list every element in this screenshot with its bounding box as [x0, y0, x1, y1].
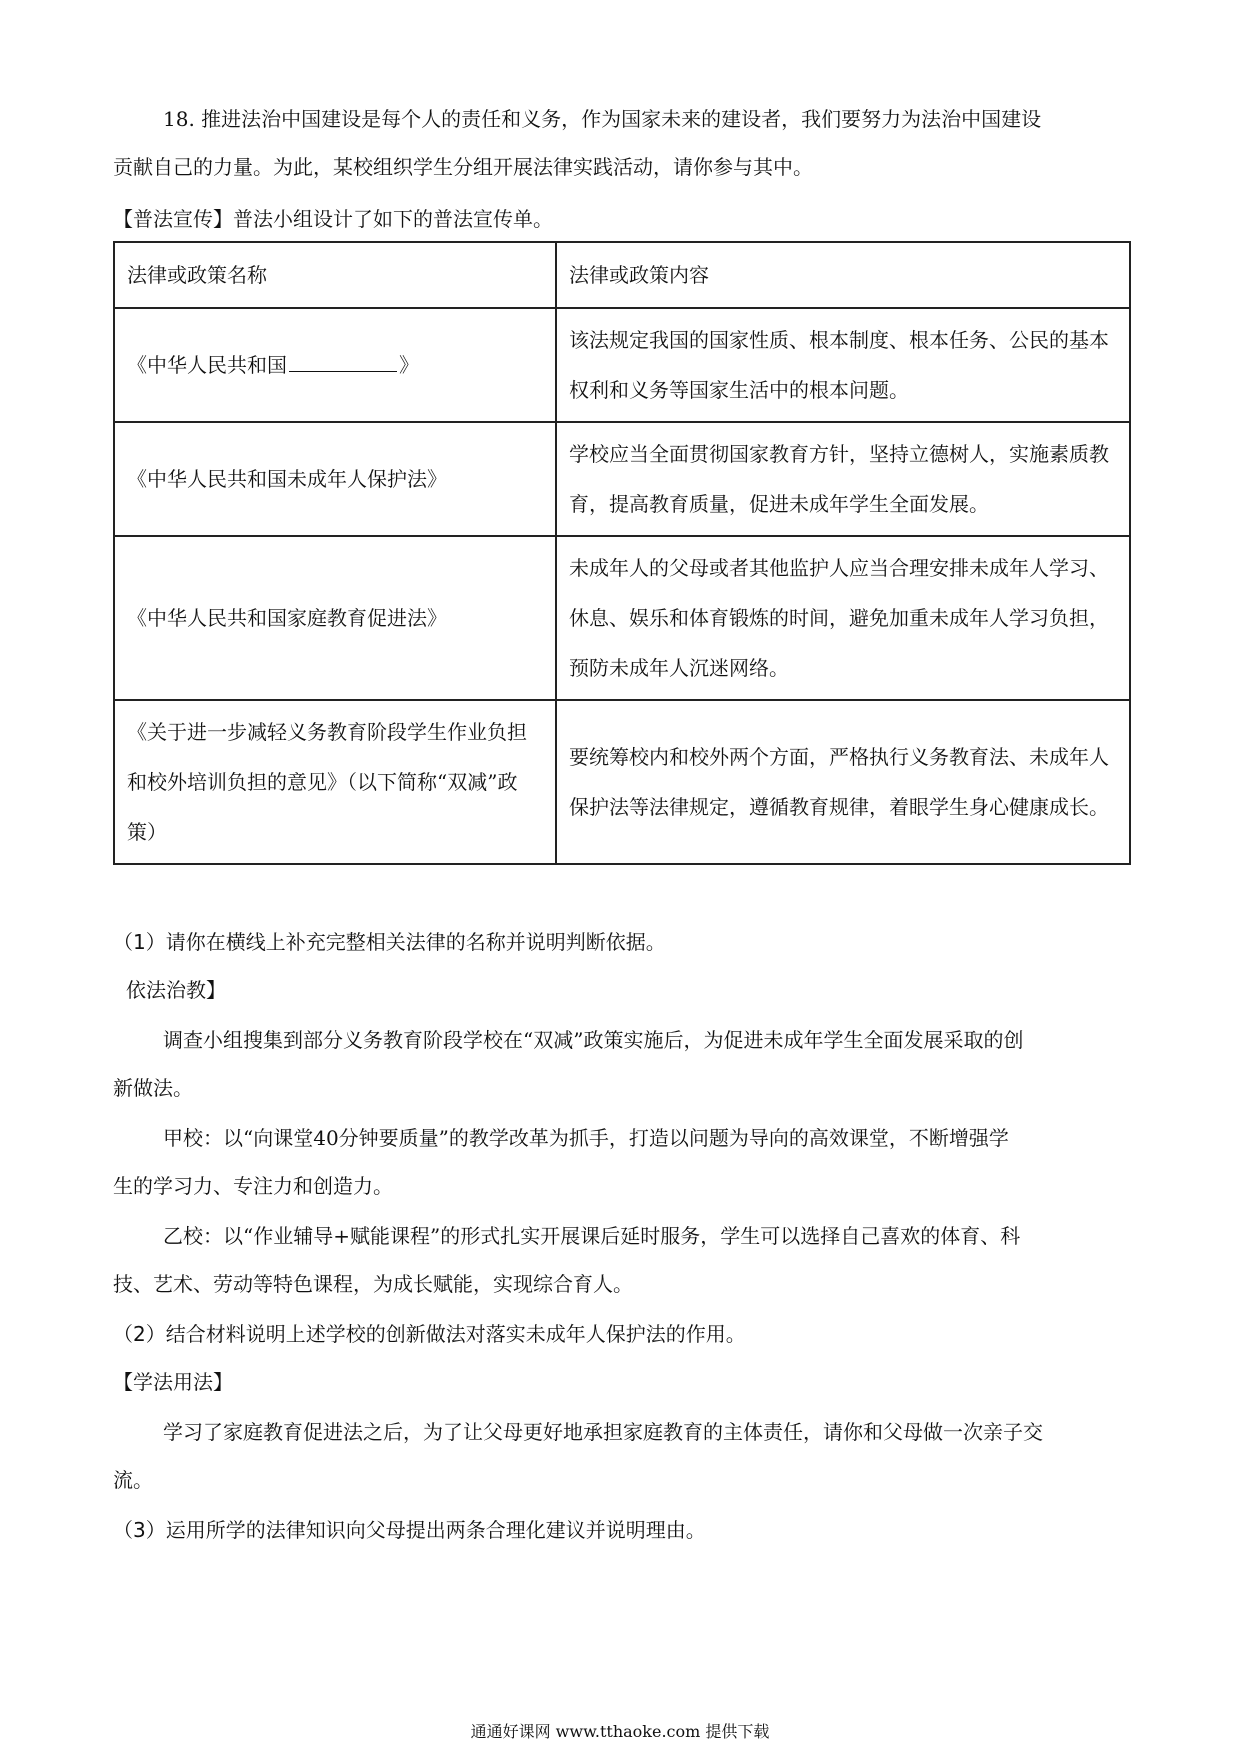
material-p4-line2: 流。	[113, 1468, 153, 1492]
law-name-suffix: 》	[399, 353, 419, 377]
material-p2-line2: 生的学习力、专注力和创造力。	[113, 1174, 393, 1198]
table-header-row	[114, 242, 1130, 308]
material-p1-line1: 调查小组搜集到部分义务教育阶段学校在“双减”政策实施后，为促进未成年学生全面发展采取的创	[163, 1028, 1024, 1052]
table-row	[114, 308, 1130, 422]
question-2: （2）结合材料说明上述学校的创新做法对落实未成年人保护法的作用。	[113, 1322, 746, 1346]
question-intro-line2: 贡献自己的力量。为此，某校组织学生分组开展法律实践活动，请你参与其中。	[113, 155, 813, 179]
material-p4-line1: 学习了家庭教育促进法之后，为了让父母更好地承担家庭教育的主体责任，请你和父母做一次亲子交	[163, 1420, 1043, 1444]
question-3: （3）运用所学的法律知识向父母提出两条合理化建议并说明理由。	[113, 1518, 706, 1542]
promo-table	[113, 241, 1131, 865]
table-cell-content: 该法规定我国的国家性质、根本制度、根本任务、公民的基本权利和义务等国家生活中的根本问题。	[556, 308, 1130, 422]
question-1: （1）请你在横线上补充完整相关法律的名称并说明判断依据。	[113, 930, 666, 954]
table-cell-content: 未成年人的父母或者其他监护人应当合理安排未成年人学习、休息、娱乐和体育锻炼的时间，避免加重未成年人学习负担，预防未成年人沉迷网络。	[556, 536, 1130, 700]
fill-in-blank	[289, 349, 397, 372]
material-p3-line2: 技、艺术、劳动等特色课程，为成长赋能，实现综合育人。	[113, 1272, 633, 1296]
table-row	[114, 536, 1130, 700]
law-name-prefix: 《中华人民共和国	[127, 353, 287, 377]
table-cell-content: 学校应当全面贯彻国家教育方针，坚持立德树人，实施素质教育，提高教育质量，促进未成年学生全面发展。	[556, 422, 1130, 536]
table-header-content: 法律或政策内容	[556, 242, 1130, 308]
material-p2-line1: 甲校：以“向课堂40分钟要质量”的教学改革为抓手，打造以问题为导向的高效课堂，不断增强学	[163, 1126, 1009, 1150]
table-cell-name: 《关于进一步减轻义务教育阶段学生作业负担和校外培训负担的意见》（以下简称“双减”政策）	[114, 700, 556, 864]
page-footer: 通通好课网 www.tthaoke.com 提供下载	[470, 1722, 770, 1741]
table-row	[114, 422, 1130, 536]
table-cell-name	[114, 308, 556, 422]
table-cell-content: 要统筹校内和校外两个方面，严格执行义务教育法、未成年人保护法等法律规定，遵循教育规律，着眼学生身心健康成长。	[556, 700, 1130, 864]
section-heading-learn-use-law: 【学法用法】	[113, 1370, 233, 1394]
table-cell-name: 《中华人民共和国家庭教育促进法》	[114, 536, 556, 700]
material-p1-line2: 新做法。	[113, 1076, 193, 1100]
table-header-name: 法律或政策名称	[114, 242, 556, 308]
promo-heading: 【普法宣传】普法小组设计了如下的普法宣传单。	[113, 207, 553, 231]
question-intro-line1: 18. 推进法治中国建设是每个人的责任和义务，作为国家未来的建设者，我们要努力为法治中国建设	[163, 107, 1042, 131]
table-row	[114, 700, 1130, 864]
table-cell-name: 《中华人民共和国未成年人保护法》	[114, 422, 556, 536]
section-heading-law-education: 依法治教】	[126, 978, 226, 1002]
material-p3-line1: 乙校：以“作业辅导+赋能课程”的形式扎实开展课后延时服务，学生可以选择自己喜欢的体育、科	[163, 1224, 1021, 1248]
